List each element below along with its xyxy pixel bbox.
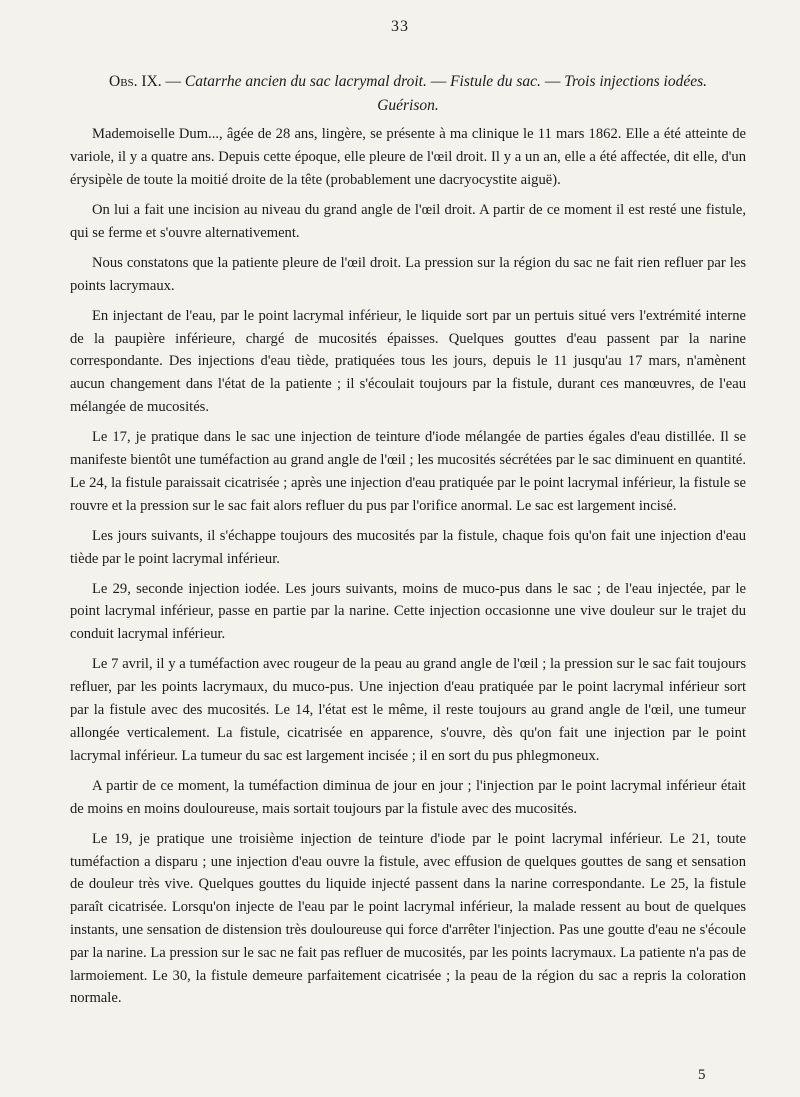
title-separator: — [544, 73, 561, 90]
signature-mark: 5 [698, 1067, 706, 1083]
title-diagnosis: Catarrhe ancien du sac lacrymal droit. [184, 73, 427, 90]
paragraph: En injectant de l'eau, par le point lacrymal inférieur, le liquide sort par un pertuis situé vers l'extrémité interne de la paupière inférieure, chargé de mucosités épaisses. Quelques gouttes d'eau passent par la narine correspondante. Des injections d'eau tiède, pratiquées tous les jours, depuis le 11 jusqu'au 17 mars, n'amènent aucun changement dans l'état de la patiente ; il s'écoulait toujours par la fistule, durant ces manœuvres, de l'eau mélangée de mucosités. [70, 307, 746, 415]
paragraph: Nous constatons que la patiente pleure de l'œil droit. La pression sur la région du sac ne fait rien refluer par les points lacrymaux. [70, 254, 746, 294]
observation-number: IX. [141, 73, 162, 90]
title-separator: — [165, 73, 182, 90]
page-number: 33 [391, 18, 409, 35]
paragraph: A partir de ce moment, la tuméfaction diminua de jour en jour ; l'injection par le point lacrymal inférieur était de moins en moins douloureuse, mais sortait toujours par la fistule avec des mucosités. [70, 777, 746, 817]
paragraph: Les jours suivants, il s'échappe toujours des mucosités par la fistule, chaque fois qu'on fait une injection d'eau tiède par le point lacrymal inférieur. [70, 527, 746, 567]
paragraph: Mademoiselle Dum..., âgée de 28 ans, lingère, se présente à ma clinique le 11 mars 1862. Elle a été atteinte de variole, il y a quatre ans. Depuis cette époque, elle pleure de l'œil droit. Il y a un an, elle a été affectée, dit elle, d'un érysipèle de toute la moitié droite de la tête (probablement une dacryocystite aiguë). [70, 126, 746, 188]
paragraph: Le 7 avril, il y a tuméfaction avec rougeur de la peau au grand angle de l'œil ; la pression sur le sac fait toujours refluer, par les points lacrymaux, du muco-pus. Une injection d'eau pratiquée par le point lacrymal inférieur sort par la fistule avec des mucosités. Le 14, l'état est le même, il reste toujours au grand angle de l'œil, une tumeur allongée verticalement. La fistule, cicatrisée en apparence, s'ouvre, dès qu'on fait une injection par le point lacrymal inférieur. La tumeur du sac est largement incisée ; il en sort du pus phlegmoneux. [70, 656, 746, 764]
observation-body [70, 123, 746, 1018]
observation-label: Obs. [109, 73, 138, 90]
title-complication: Fistule du sac. [450, 73, 541, 90]
title-separator: — [430, 73, 447, 90]
observation-subtitle: Guérison. [377, 97, 439, 114]
paragraph: Le 19, je pratique une troisième injection de teinture d'iode par le point lacrymal inférieur. Le 21, toute tuméfaction a disparu ; une injection d'eau ouvre la fistule, avec effusion de quelques gouttes de sang et sensation de douleur très vive. Quelques gouttes du liquide injecté passent dans la narine correspondante. Le 25, la fistule paraît cicatrisée. Lorsqu'on injecte de l'eau par le point lacrymal inférieur, la malade ressent au bout de quelques instants, une sensation de distension très douloureuse qui force d'arrêter l'injection. Pas une goutte d'eau ne s'écoule par la narine. La pression sur le sac ne fait pas refluer de mucosités, par les points lacrymaux. La patiente n'a pas de larmoiement. Le 30, la fistule demeure parfaitement cicatrisée ; la peau de la région du sac a repris la coloration normale. [70, 830, 746, 1007]
paragraph: Le 29, seconde injection iodée. Les jours suivants, moins de muco-pus dans le sac ; de l'eau injectée, par le point lacrymal inférieur, passe en partie par la narine. Cette injection occasionne une vive douleur sur le trajet du conduit lacrymal inférieur. [70, 580, 746, 643]
paragraph: Le 17, je pratique dans le sac une injection de teinture d'iode mélangée de parties égales d'eau distillée. Il se manifeste bientôt une tuméfaction au grand angle de l'œil ; les mucosités sécrétées par le sac diminuent en quantité. Le 24, la fistule paraissait cicatrisée ; après une injection d'eau pratiquée par le point lacrymal inférieur, la fistule se rouvre et la pression sur le sac fait alors refluer du pus par l'orifice anormal. Le sac est largement incisé. [70, 429, 746, 514]
title-treatment: Trois injections iodées. [564, 73, 707, 90]
observation-header [70, 70, 746, 118]
observation-title-line [70, 70, 746, 94]
paragraph: On lui a fait une incision au niveau du grand angle de l'œil droit. A partir de ce moment il est resté une fistule, qui se ferme et s'ouvre alternativement. [70, 201, 746, 241]
